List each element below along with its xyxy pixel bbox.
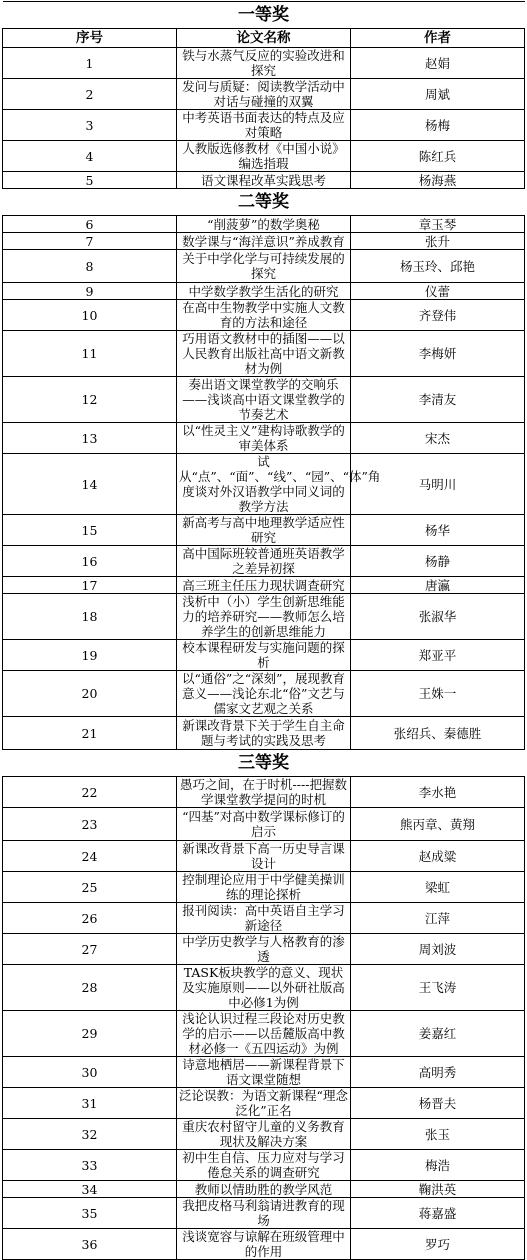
paper-title: 初中生自信、压力应对与学习倦怠关系的调查研究 [177,1150,351,1181]
table-row [3,1229,525,1260]
paper-title: 中考英语书面表达的特点及应对策略 [177,110,351,141]
table-row [3,233,525,250]
row-number: 19 [3,640,177,671]
section-title: 二等奖 [3,189,525,216]
paper-author: 马明川 [351,454,525,515]
paper-title: 校本课程研发与实施问题的探析 [177,640,351,671]
paper-author: 张玉 [351,1119,525,1150]
row-number: 28 [3,965,177,1011]
paper-title: 数学课与“海洋意识”养成教育 [177,233,351,250]
paper-author: 杨梅 [351,110,525,141]
paper-title: 试从“点”、“面”、“线”、“园”、“体”角度谈对外汉语教学中同义词的教学方法 [177,454,351,515]
paper-title: 愚巧之间，在于时机----把握数学课堂教学提问的时机 [177,777,351,808]
row-number: 35 [3,1198,177,1229]
table-row [3,808,525,841]
paper-title: 人教版选修教材《中国小说》编选指瑕 [177,141,351,172]
row-number: 23 [3,808,177,841]
row-number: 14 [3,454,177,515]
table-row [3,640,525,671]
table-row [3,577,525,594]
paper-author: 王飞涛 [351,965,525,1011]
row-number: 30 [3,1057,177,1088]
paper-title: 浅析中（小）学生创新思维能力的培养研究——教师怎么培养学生的创新思维能力 [177,594,351,640]
paper-author: 张升 [351,233,525,250]
table-row [3,717,525,750]
row-number: 21 [3,717,177,750]
header-title: 论文名称 [177,29,351,48]
paper-title: 报刊阅读：高中英语自主学习新途径 [177,903,351,934]
paper-author: 杨玉玲、邱艳 [351,250,525,283]
paper-author: 赵娟 [351,48,525,79]
row-number: 12 [3,377,177,423]
section-title: 一等奖 [3,2,525,29]
table-row [3,1181,525,1198]
row-number: 9 [3,283,177,300]
section-heading-row [3,2,525,29]
table-row [3,141,525,172]
paper-author: 李梅妍 [351,331,525,377]
paper-title: 浅谈宽容与谅解在班级管理中的作用 [177,1229,351,1260]
row-number: 22 [3,777,177,808]
row-number: 31 [3,1088,177,1119]
paper-title: 在高中生物教学中实施人文教育的方法和途径 [177,300,351,331]
header-author: 作者 [351,29,525,48]
row-number: 36 [3,1229,177,1260]
table-row [3,1198,525,1229]
section-heading-row [3,750,525,777]
paper-author: 罗巧 [351,1229,525,1260]
table-row [3,671,525,717]
row-number: 13 [3,423,177,454]
paper-author: 杨华 [351,515,525,546]
paper-author: 王姝一 [351,671,525,717]
paper-author: 仪蕾 [351,283,525,300]
row-number: 7 [3,233,177,250]
paper-title: 中学历史教学与人格教育的渗透 [177,934,351,965]
table-row [3,377,525,423]
paper-title: 我把皮格马利翁请进教育的现场 [177,1198,351,1229]
row-number: 8 [3,250,177,283]
paper-author: 李水艳 [351,777,525,808]
paper-author: 杨海燕 [351,172,525,189]
table-row [3,79,525,110]
table-row [3,841,525,872]
row-number: 1 [3,48,177,79]
paper-title: 新课改背景下高一历史导言课设计 [177,841,351,872]
paper-author: 李清友 [351,377,525,423]
paper-title: 高三班主任压力现状调查研究 [177,577,351,594]
paper-author: 高明秀 [351,1057,525,1088]
section-heading-row [3,189,525,216]
table-row [3,1150,525,1181]
table-row [3,1011,525,1057]
paper-title: 中学数学教学生活化的研究 [177,283,351,300]
table-row [3,1119,525,1150]
row-number: 29 [3,1011,177,1057]
paper-title: “削菠萝”的数学奥秘 [177,216,351,233]
paper-author: 江萍 [351,903,525,934]
paper-author: 张淑华 [351,594,525,640]
row-number: 20 [3,671,177,717]
row-number: 4 [3,141,177,172]
paper-title: 奏出语文课堂教学的交响乐——浅谈高中语文课堂教学的节奏艺术 [177,377,351,423]
paper-title: TASK板块教学的意义、现状及实施原则——以外研社版高中必修1为例 [177,965,351,1011]
table-row [3,283,525,300]
paper-title: 新课改背景下关于学生自主命题与考试的实践及思考 [177,717,351,750]
row-number: 24 [3,841,177,872]
paper-author: 郑亚平 [351,640,525,671]
section-title: 三等奖 [3,750,525,777]
paper-title: 发问与质疑：阅读教学活动中对话与碰撞的双翼 [177,79,351,110]
paper-author: 梅浩 [351,1150,525,1181]
table-row [3,934,525,965]
paper-author: 杨静 [351,546,525,577]
paper-title: 语文课程改革实践思考 [177,172,351,189]
header-num: 序号 [3,29,177,48]
row-number: 2 [3,79,177,110]
paper-title: 泛论误教：为语文新课程“理念泛化”正名 [177,1088,351,1119]
paper-title: 以“性灵主义”建构诗歌教学的审美体系 [177,423,351,454]
paper-title: 关于中学化学与可持续发展的探究 [177,250,351,283]
table-row [3,423,525,454]
table-row [3,777,525,808]
paper-author: 宋杰 [351,423,525,454]
paper-title: 高中国际班较普通班英语教学之差异初探 [177,546,351,577]
row-number: 5 [3,172,177,189]
table-row [3,250,525,283]
paper-author: 梁虹 [351,872,525,903]
paper-title: 重庆农村留守儿童的义务教育现状及解决方案 [177,1119,351,1150]
table-row [3,594,525,640]
table-row [3,48,525,79]
paper-title: 以“通俗”之“深刻”，展现教育意义——浅论东北“俗”文艺与儒家文艺观之关系 [177,671,351,717]
table-row [3,1088,525,1119]
paper-author: 陈红兵 [351,141,525,172]
table-row [3,454,525,515]
table-header-row [3,29,525,48]
row-number: 27 [3,934,177,965]
paper-author: 姜嘉红 [351,1011,525,1057]
row-number: 34 [3,1181,177,1198]
table-row [3,903,525,934]
table-row [3,300,525,331]
table-row [3,110,525,141]
row-number: 16 [3,546,177,577]
row-number: 10 [3,300,177,331]
table-row [3,546,525,577]
paper-author: 熊丙章、黄翔 [351,808,525,841]
paper-author: 唐瀛 [351,577,525,594]
row-number: 26 [3,903,177,934]
paper-author: 蒋嘉盛 [351,1198,525,1229]
paper-author: 鞠洪英 [351,1181,525,1198]
table-row [3,331,525,377]
table-row [3,172,525,189]
table-row [3,515,525,546]
row-number: 18 [3,594,177,640]
award-table [2,1,525,1260]
paper-author: 周刘波 [351,934,525,965]
row-number: 32 [3,1119,177,1150]
row-number: 17 [3,577,177,594]
paper-title: 诗意地栖居——新课程背景下语文课堂随想 [177,1057,351,1088]
paper-title: 新高考与高中地理教学适应性研究 [177,515,351,546]
paper-author: 周斌 [351,79,525,110]
row-number: 25 [3,872,177,903]
table-row [3,1057,525,1088]
paper-author: 章玉琴 [351,216,525,233]
paper-author: 齐登伟 [351,300,525,331]
row-number: 33 [3,1150,177,1181]
paper-title: “四基”对高中数学课标修订的启示 [177,808,351,841]
paper-title: 教师以情助胜的教学风范 [177,1181,351,1198]
table-row [3,872,525,903]
paper-title: 铁与水蒸气反应的实验改进和探究 [177,48,351,79]
row-number: 15 [3,515,177,546]
paper-author: 赵成粱 [351,841,525,872]
row-number: 6 [3,216,177,233]
paper-author: 张绍兵、秦德胜 [351,717,525,750]
row-number: 11 [3,331,177,377]
paper-author: 杨晋夫 [351,1088,525,1119]
row-number: 3 [3,110,177,141]
paper-title: 浅论认识过程三段论对历史教学的启示——以岳麓版高中教材必修一《五四运动》为例 [177,1011,351,1057]
table-row [3,216,525,233]
paper-title: 控制理论应用于中学健美操训练的理论探析 [177,872,351,903]
table-row [3,965,525,1011]
paper-title: 巧用语文教材中的插图——以人民教育出版社高中语文新教材为例 [177,331,351,377]
